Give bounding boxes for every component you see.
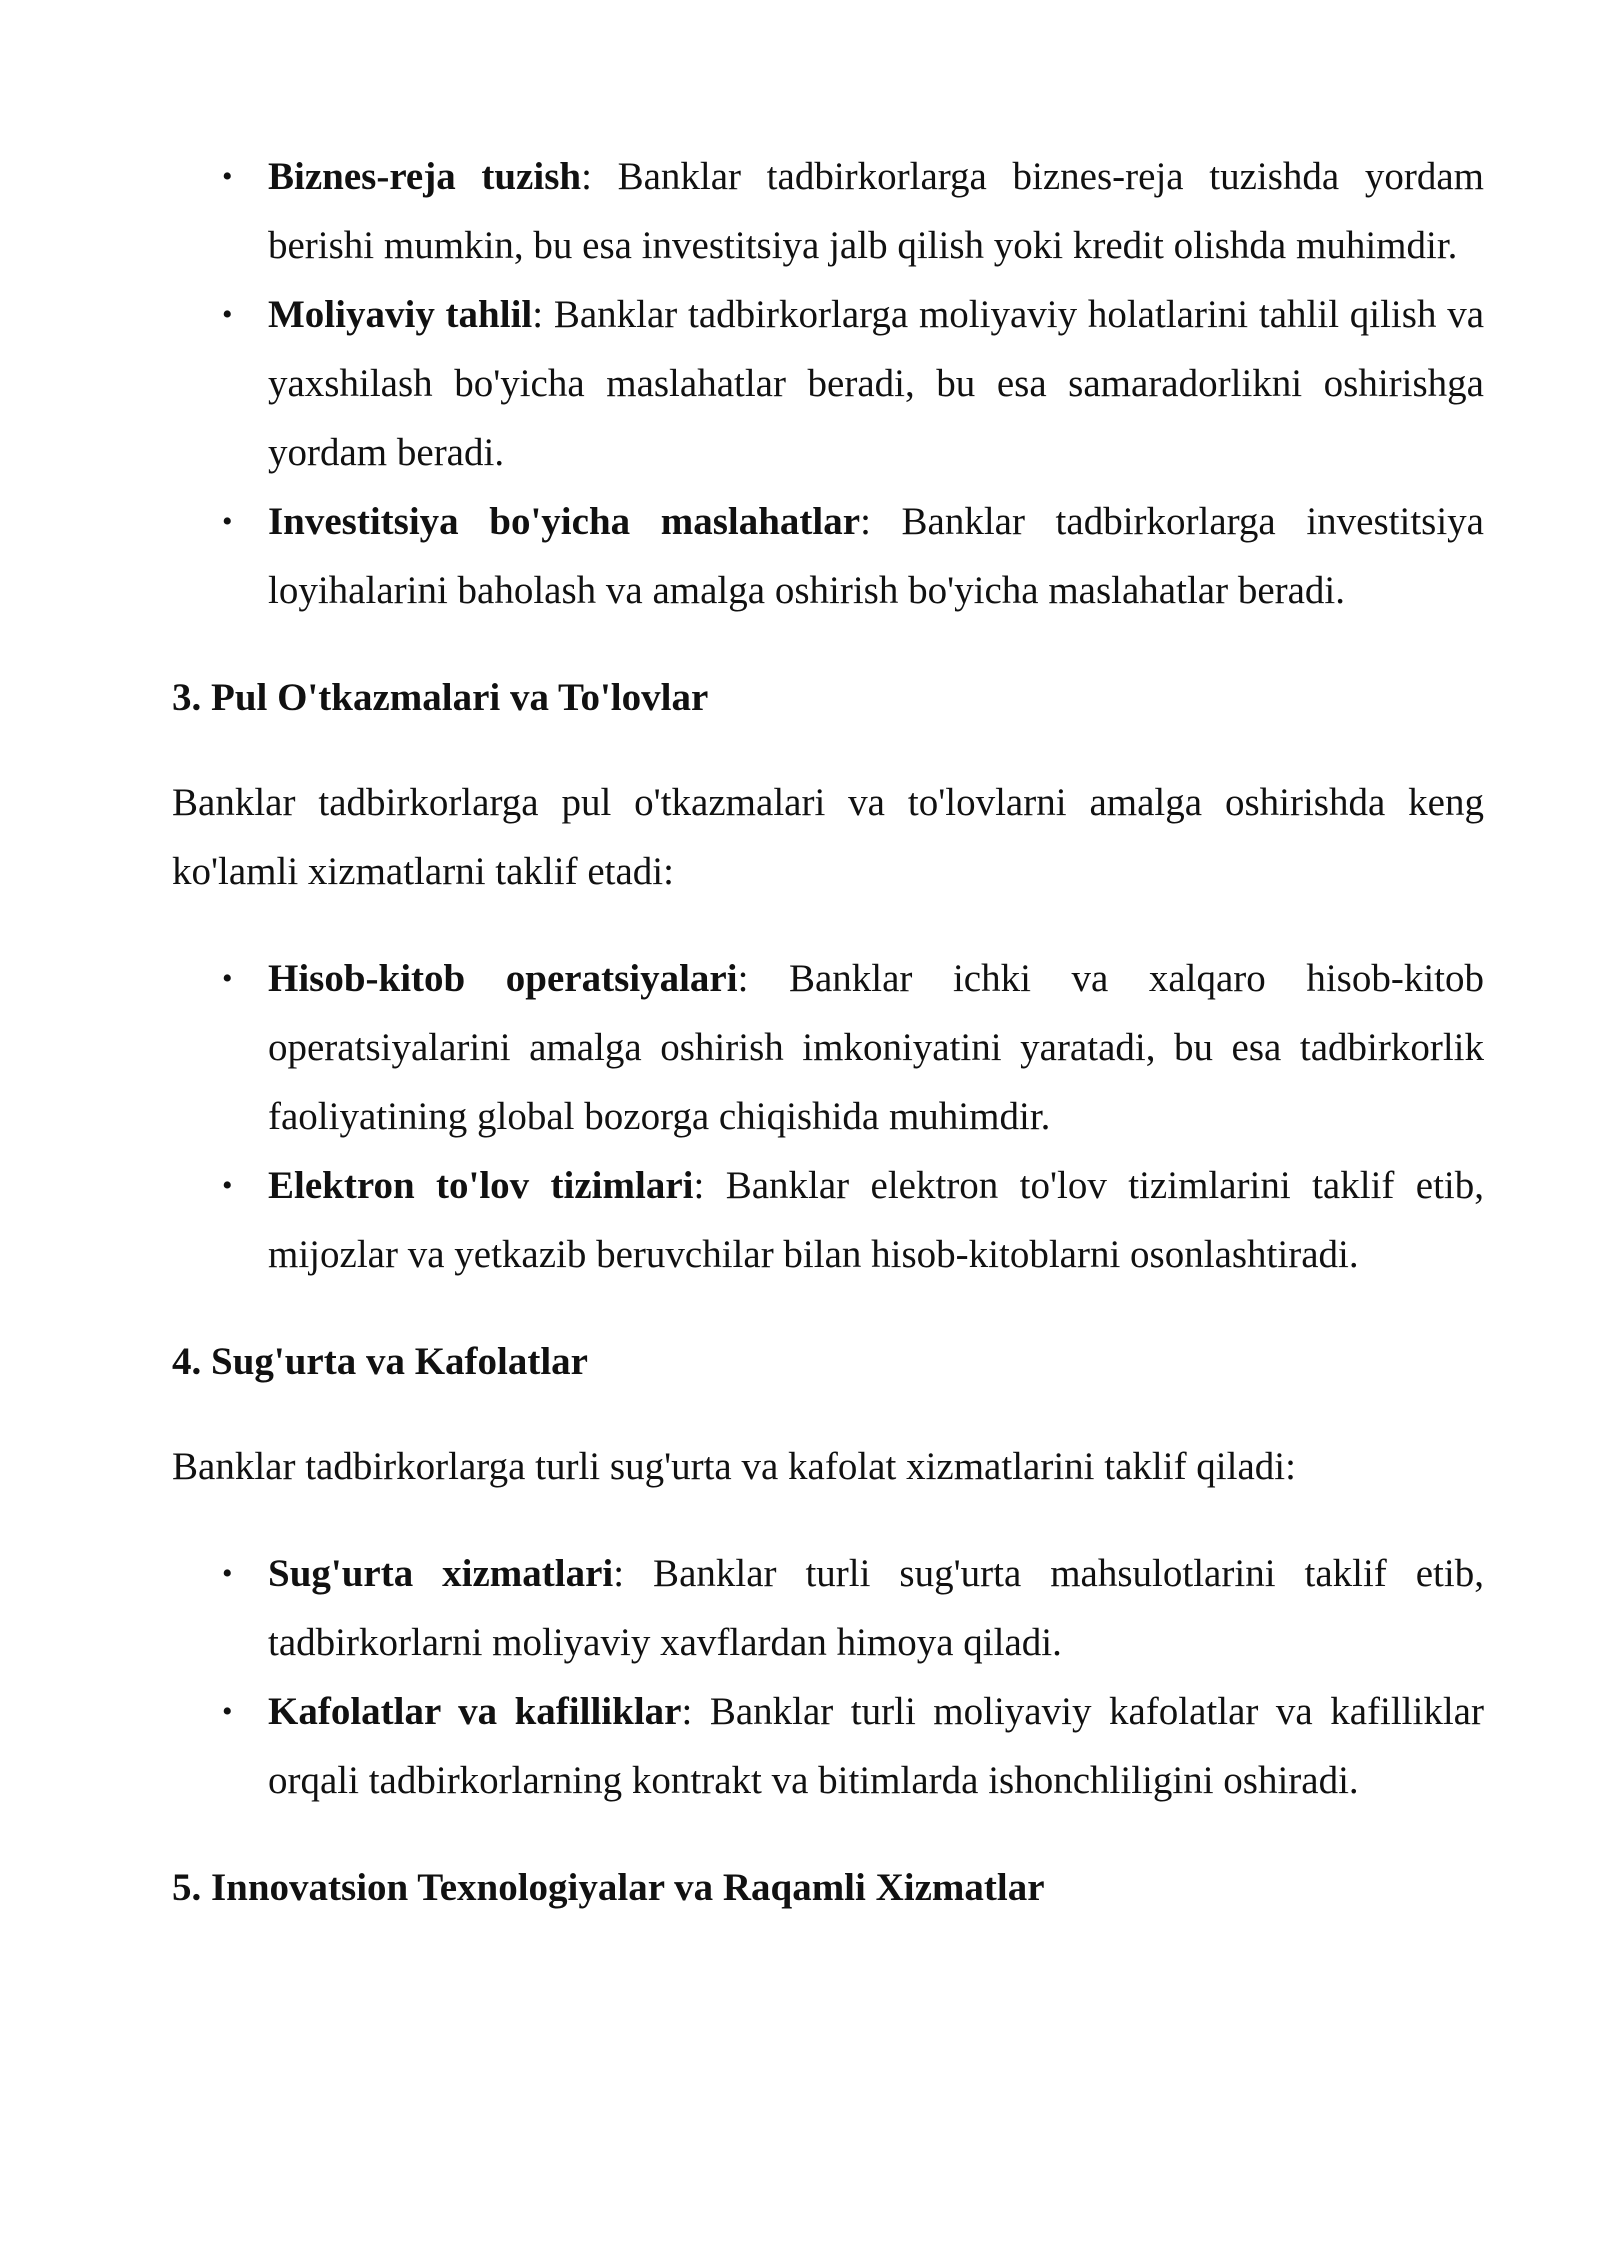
bullet-list-payments xyxy=(172,944,1484,1289)
section-heading-4: 4. Sug'urta va Kafolatlar xyxy=(172,1340,588,1383)
section-heading-3: 3. Pul O'tkazmalari va To'lovlar xyxy=(172,676,709,719)
spacer xyxy=(172,1501,1484,1539)
list-item-text: : Banklar tadbirkorlarga moliyaviy holatlarini tahlil qilish va yaxshilash bo'yicha maslahatlar beradi, bu esa samaradorlikni oshirishga yordam beradi. xyxy=(268,293,1484,474)
list-item xyxy=(172,280,1484,487)
list-item xyxy=(172,487,1484,625)
spacer xyxy=(172,1815,1484,1853)
list-item-text: : Banklar tadbirkorlarga investitsiya loyihalarini baholash va amalga oshirish bo'yicha maslahatlar beradi. xyxy=(268,500,1484,612)
list-item-term: Elektron to'lov tizimlari xyxy=(268,1164,694,1207)
list-item-text: : Banklar tadbirkorlarga biznes-reja tuzishda yordam berishi mumkin, bu esa investitsiya jalb qilish yoki kredit olishda muhimdir. xyxy=(268,155,1484,267)
bullet-icon: • xyxy=(222,1557,233,1590)
bullet-icon: • xyxy=(222,1695,233,1728)
list-item-text: : Banklar elektron to'lov tizimlarini taklif etib, mijozlar va yetkazib beruvchilar bilan hisob-kitoblarni osonlashtiradi. xyxy=(268,1164,1484,1276)
list-item-term: Investitsiya bo'yicha maslahatlar xyxy=(268,500,861,543)
document-page xyxy=(172,142,1484,1922)
spacer xyxy=(172,1396,1484,1432)
spacer xyxy=(172,1289,1484,1327)
bullet-list-insurance xyxy=(172,1539,1484,1815)
section-heading-5: 5. Innovatsion Texnologiyalar va Raqamli Xizmatlar xyxy=(172,1866,1045,1909)
list-item-term: Kafolatlar va kafilliklar xyxy=(268,1690,682,1733)
list-item-term: Hisob-kitob operatsiyalari xyxy=(268,957,738,1000)
list-item xyxy=(172,1539,1484,1677)
spacer xyxy=(172,732,1484,768)
spacer xyxy=(172,906,1484,944)
list-item xyxy=(172,1677,1484,1815)
bullet-icon: • xyxy=(222,962,233,995)
list-item-text: : Banklar ichki va xalqaro hisob-kitob operatsiyalarini amalga oshirish imkoniyatini yaratadi, bu esa tadbirkorlik faoliyatining global bozorga chiqishida muhimdir. xyxy=(268,957,1484,1138)
list-item-term: Sug'urta xizmatlari xyxy=(268,1552,614,1595)
section-intro-4: Banklar tadbirkorlarga turli sug'urta va kafolat xizmatlarini taklif qiladi: xyxy=(172,1445,1296,1488)
list-item-term: Biznes-reja tuzish xyxy=(268,155,582,198)
section-intro-3: Banklar tadbirkorlarga pul o'tkazmalari va to'lovlarni amalga oshirishda keng ko'lamli xizmatlarni taklif etadi: xyxy=(172,781,1484,893)
list-item xyxy=(172,944,1484,1151)
spacer xyxy=(172,625,1484,663)
bullet-list-consulting xyxy=(172,142,1484,625)
bullet-icon: • xyxy=(222,505,233,538)
list-item-text: : Banklar turli sug'urta mahsulotlarini taklif etib, tadbirkorlarni moliyaviy xavflardan himoya qiladi. xyxy=(268,1552,1484,1664)
list-item xyxy=(172,142,1484,280)
list-item-term: Moliyaviy tahlil xyxy=(268,293,533,336)
bullet-icon: • xyxy=(222,1169,233,1202)
bullet-icon: • xyxy=(222,298,233,331)
list-item-text: : Banklar turli moliyaviy kafolatlar va kafilliklar orqali tadbirkorlarning kontrakt va bitimlarda ishonchliligini oshiradi. xyxy=(268,1690,1484,1802)
bullet-icon: • xyxy=(222,160,233,193)
list-item xyxy=(172,1151,1484,1289)
